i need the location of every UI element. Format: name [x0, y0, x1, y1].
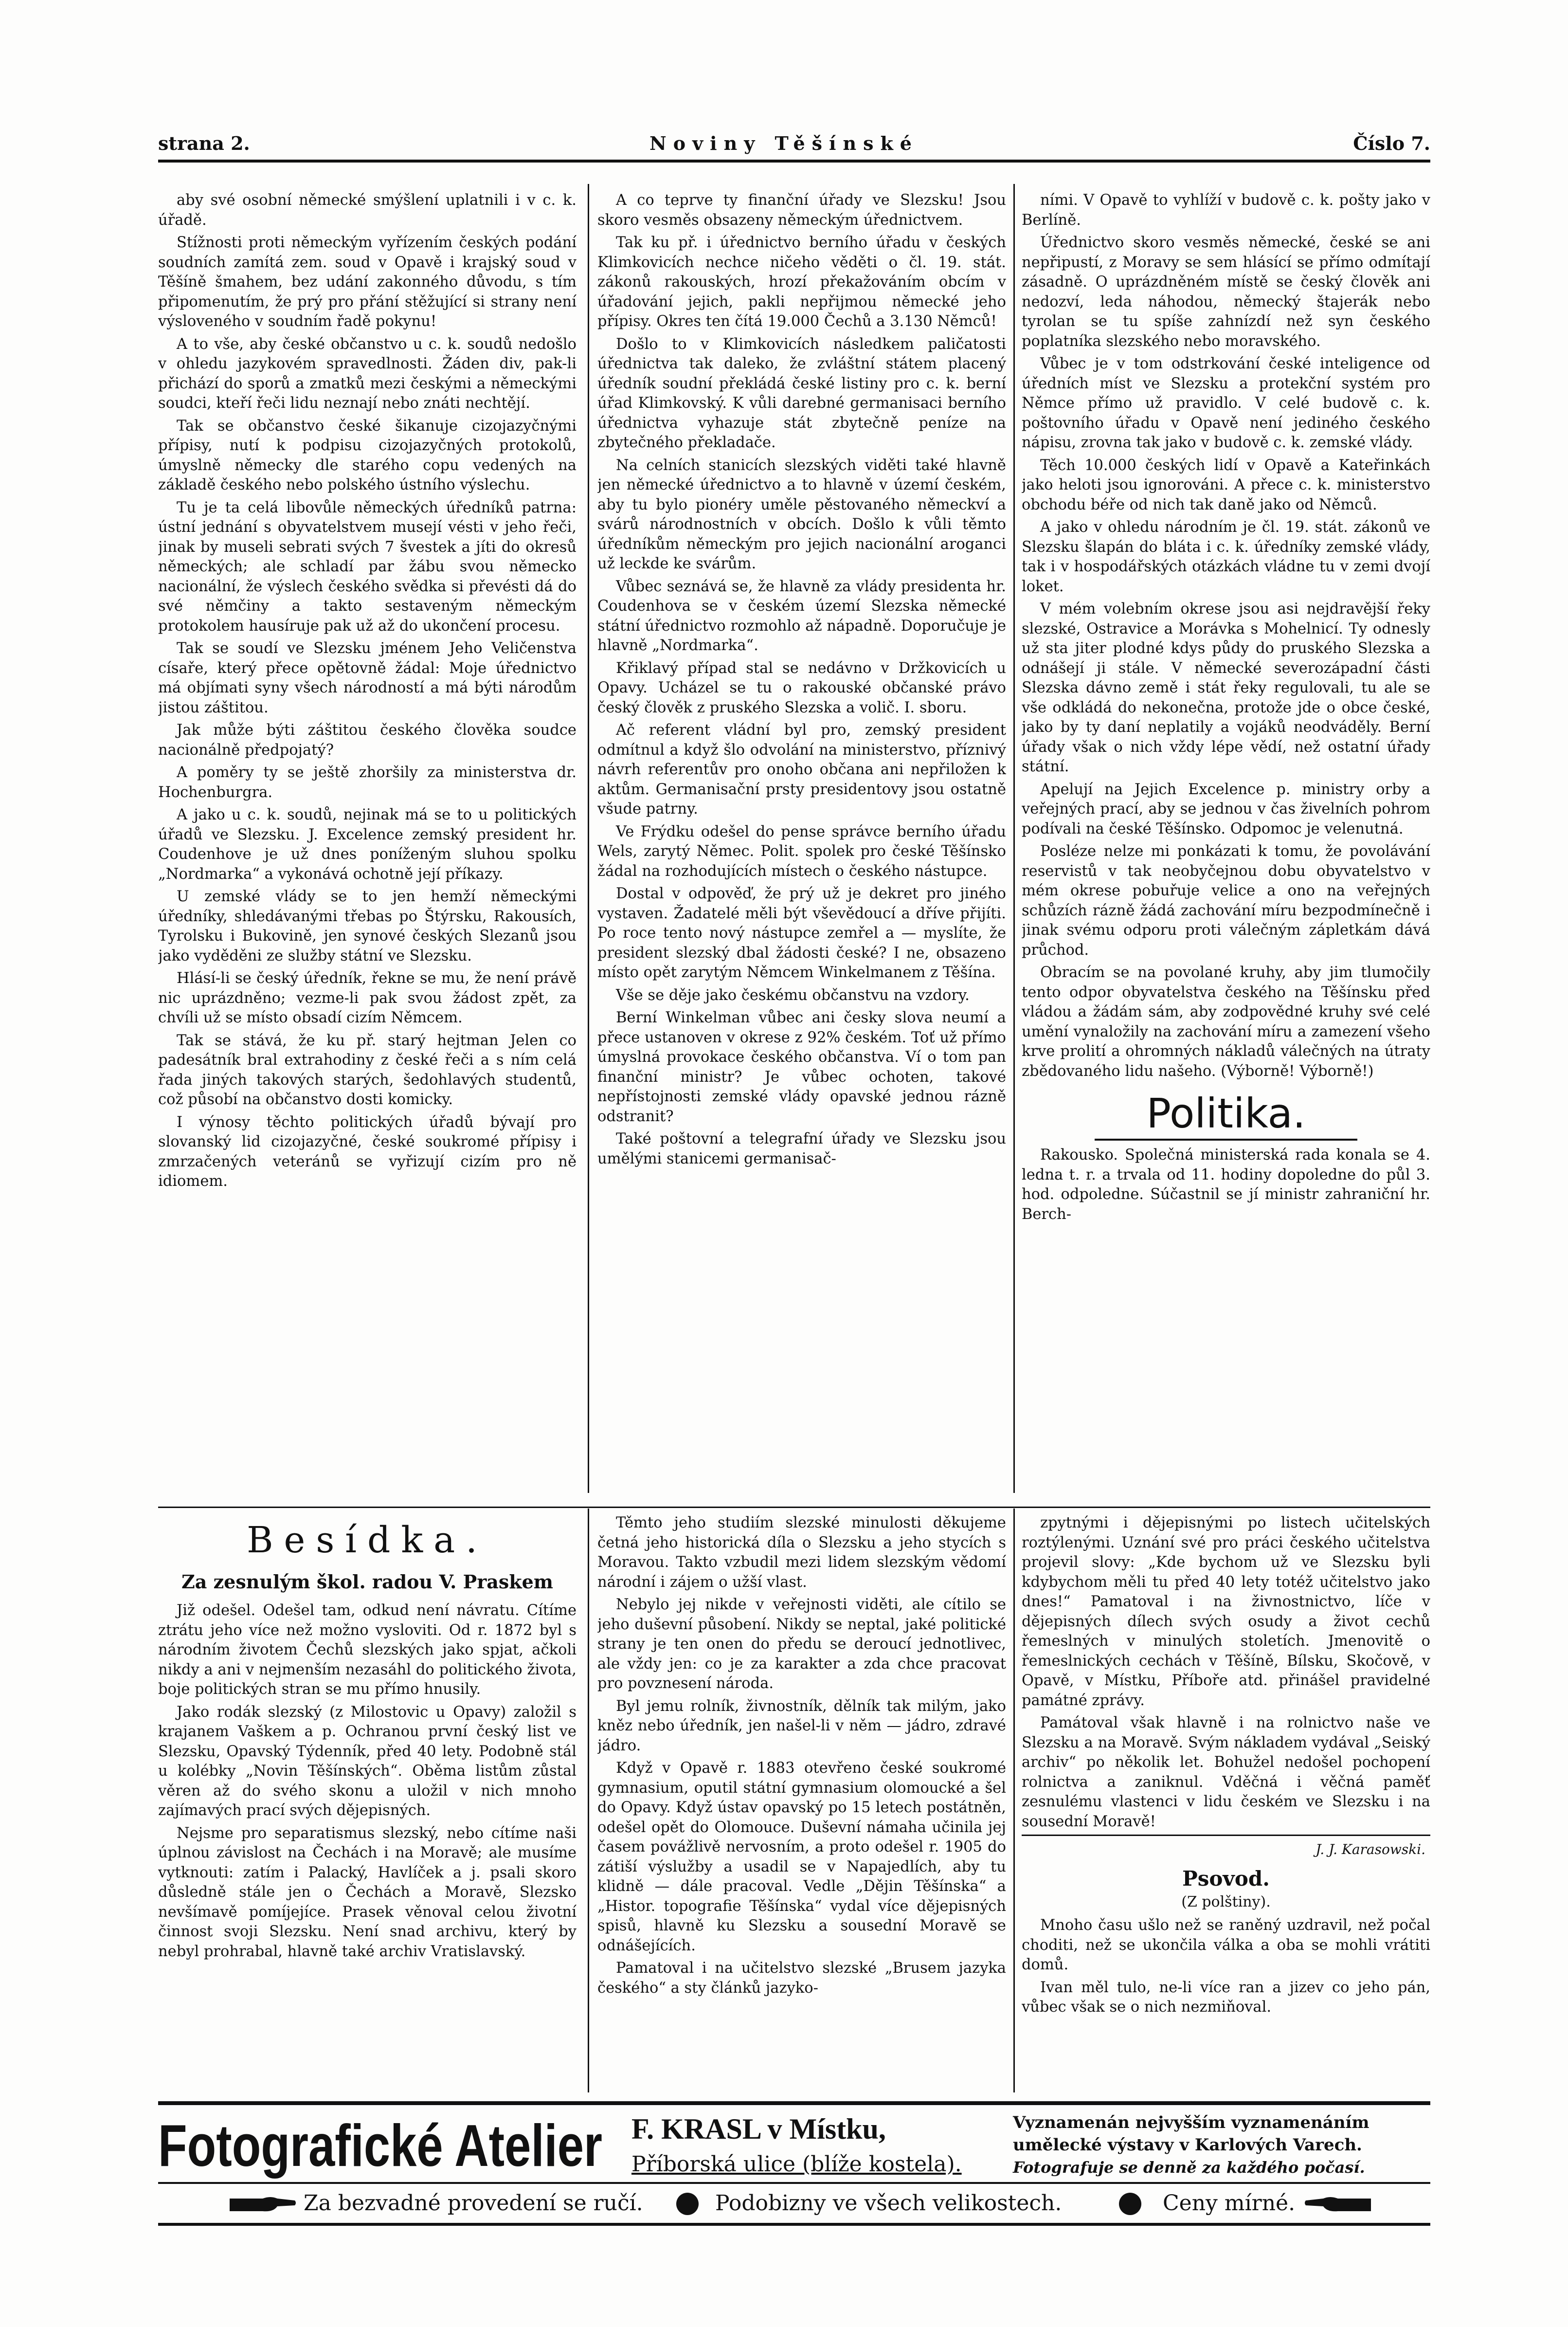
- besidka-column-1: [158, 1513, 577, 2092]
- paragraph: Pamatoval i na učitelstvo slezské „Brusem jazyka českého“ a sty článků jazyko-: [597, 1960, 1006, 1997]
- paragraph: A poměry ty se ještě zhoršily za ministerstva dr. Hochenburgra.: [158, 764, 577, 801]
- paragraph: Úřednictvo skoro vesměs německé, české se ani nepřipustí, z Moravy se sem hlásící se přímo odmítají zásadně. O uprázdněném místě se český člověk ani nedozví, leda náhodou, německý štajerák nebo tyrolan se tu spíše zahnízdí než syn českého poplatníka slezského nebo moravského.: [1022, 234, 1430, 350]
- paragraph: Těmto jeho studiím slezské minulosti děkujeme četná jeho historická díla o Slezsku a jeho stycích s Moravou. Takto vzbudil mezi lidem slezským vědomí národní i zájem o užší vlast.: [597, 1514, 1006, 1591]
- author-signature: J. J. Karasowski.: [1316, 1841, 1425, 1857]
- ad-award: Vyznamenán nejvyšším vyznamenáním: [1013, 2113, 1370, 2132]
- paragraph: Byl jemu rolník, živnostník, dělník tak milým, jako kněz nebo úředník, jen našel-li v něm — jádro, zdravé jádro.: [597, 1697, 1006, 1754]
- paragraph: A co teprve ty finanční úřady ve Slezsku! Jsou skoro vesměs obsazeny německým úřednictvem.: [597, 192, 1006, 229]
- section-rule: [158, 1507, 1430, 1508]
- ad-award: Fotografuje se denně za každého počasí.: [1013, 2158, 1365, 2177]
- header-rule: [158, 160, 1430, 163]
- paragraph: Mnoho času ušlo než se raněný uzdravil, než počal choditi, než se ukončila válka a oba se mohli vrátiti domů.: [1022, 1917, 1430, 1973]
- paragraph: Apelují na Jejich Excelence p. ministry orby a veřejných prací, aby se jednou v čas živelních pohrom podívali na české Těšínsko. Odpomoc je velenutná.: [1022, 781, 1430, 837]
- story-subtitle: (Z polštiny).: [1181, 1893, 1271, 1910]
- paragraph: Jako rodák slezský (z Milostovic u Opavy) založil s krajanem Vaškem a p. Ochranou první český list ve Slezsku, Opavský Týdenník, před 40 lety. Podobně stál u kolébky „Novin Těšínských“. Oběma listům zůstal věren až do svého skonu a uložil v nich mnoho zajímavých prací svých dějepisných.: [158, 1703, 577, 1819]
- paragraph: Na celních stanicích slezských viděti také hlavně jen německé úřednictvo a to hlavně v území českém, aby tu bylo pionéry uměle pěstovaného německví a svárů národnostních v obcích. Došlo k vůli těmto úředníkům německým pro jejich nacionální aroganci už leckde ke svárům.: [597, 456, 1006, 572]
- column-divider: [588, 184, 589, 1493]
- ad-portraits: Podobizny ve všech velikostech.: [715, 2191, 1062, 2216]
- paragraph: aby své osobní německé smýšlení uplatnili i v c. k. úřadě.: [158, 192, 577, 229]
- paragraph: Tu je ta celá libovůle německých úředníků patrna: ústní jednání s obyvatelstvem musejí vésti v jeho řeči, jinak by museli sebrati svých 7 švestek a jíti do okresů německých; ale schladí par žábu svou německo nacionální, že výslech českého svědka si převésti dá do své němčiny a takto sestaveným německým protokolem hausíruje pak už až do ukončení procesu.: [158, 499, 577, 635]
- paragraph: Vůbec je v tom odstrkování české inteligence od úředních míst ve Slezsku a protekční systém pro Němce přímo už pravidlo. V celé budově c. k. poštovního úřadu v Opavě není jediného českého nápisu, zrovna tak jako v budově c. k. zemské vlády.: [1022, 355, 1430, 451]
- ad-border-bottom: [158, 2223, 1430, 2226]
- besidka-column-3: [1022, 1513, 1430, 2092]
- paragraph: Jak může býti záštitou českého člověka soudce nacionálně předpojatý?: [158, 722, 577, 759]
- ad-title: Fotografické Atelier: [158, 2112, 602, 2179]
- bullet-icon: [676, 2193, 699, 2215]
- section-title-besidka: Besídka.: [247, 1519, 488, 1561]
- story-title: Psovod.: [1182, 1867, 1270, 1891]
- section-title-politika: Politika.: [1146, 1090, 1306, 1137]
- paragraph: Tak ku př. i úřednictvo berního úřadu v českých Klimkovicích nechce ničeho věděti o čl. 19. stát. zákonů rakouských, hrozí překažováním obcím v úřadování jejich, pakli nepřijmou německé jeho přípisy. Okres ten čítá 19.000 Čechů a 3.130 Němců!: [597, 234, 1006, 330]
- paragraph: Tak se občanstvo české šikanuje cizojazyčnými přípisy, nutí k podpisu cizojazyčných protokolů, úmyslně německy dle starého copu vedených na základě českého nebo polského ústního výslechu.: [158, 417, 577, 493]
- paragraph: Stížnosti proti německým vyřízením českých podání soudních zamítá zem. soud v Opavě i krajský soud v Těšíně šmahem, bez udání zakonného důvodu, s tím připomenutím, že prý pro přání stěžující si strany není výsloveného v soudním řadě pokynu!: [158, 234, 577, 330]
- besidka-column-2: [597, 1513, 1006, 2092]
- paragraph: Ivan měl tulo, ne-li více ran a jizev co jeho pán, vůbec však se o nich nezmiňoval.: [1022, 1979, 1430, 2016]
- bullet-icon: [1119, 2193, 1141, 2215]
- ad-border-top: [158, 2101, 1430, 2105]
- page-number: strana 2.: [158, 132, 250, 154]
- paragraph: Došlo to v Klimkovicích následkem paličatosti úřednictva tak daleko, že zvláštní státem placený úředník soudní překládá české listiny pro c. k. berní úřad Klimkovský. K vůli darebné germanisaci berního úřednictva vyhazuje stát zbytečně peníze na zbytečného překladače.: [597, 335, 1006, 451]
- issue-number: Číslo 7.: [1353, 132, 1430, 154]
- paragraph: ními. V Opavě to vyhlíží v budově c. k. pošty jako v Berlíně.: [1022, 192, 1430, 229]
- column-divider: [1013, 1509, 1015, 2092]
- paragraph: Dostal v odpověď, že prý už je dekret pro jiného vystaven. Žadatelé měli být vševědoucí a dříve přijíti. Po roce tento nový nástupce zemřel a — myslíte, že president slezský dbal žádosti české? I ne, obsazeno místo opět zarytým Němcem Winkelmanem z Těšína.: [597, 885, 1006, 981]
- paragraph: Již odešel. Odešel tam, odkud není návratu. Cítíme ztrátu jeho více než možno vysloviti. Od r. 1872 byl s národním životem Čechů slezských jako spjat, ačkoli nikdy a ani v nejmenším nezasáhl do politického života, boje politických stran se mu přímo hnusily.: [158, 1602, 577, 1698]
- ad-prices: Ceny mírné.: [1163, 2191, 1296, 2216]
- paragraph: Berní Winkelman vůbec ani česky slova neumí a přece ustanoven v okrese z 92% českém. Toť už přímo úmyslná provokace českého občanstva. Ví o tom pan finanční ministr? Je vůbec ochoten, takové nepřístojnosti zemské vlády opavské jednou rázně odstranit?: [597, 1009, 1006, 1125]
- article-column-2: [597, 191, 1006, 1500]
- paragraph: Když v Opavě r. 1883 otevřeno české soukromé gymnasium, oputil státní gymnasium olomoucké a šel do Opavy. Když ústav opavský po 15 letech postátněn, odešel opět do Olomouce. Duševní námaha učinila jej časem povážlivě nervosním, a proto odešel r. 1905 do zátiší výslužby a usadil se v Napajedlích, aby tu klidně — dále pracoval. Vedle „Dějin Těšínska“ a „Histor. topografie Těšínska“ vydal více dějepisných spisů, hlavně ku Slezsku a sousední Moravě se odnášejících.: [597, 1760, 1006, 1954]
- paragraph: Vůbec seznává se, že hlavně za vlády presidenta hr. Coudenhova se v českém území Slezska německé státní úřednictvo rozmohlo až nápadně. Doporučuje je hlavně „Nordmarka“.: [597, 578, 1006, 654]
- paragraph: Nebylo jej nikde v veřejnosti viděti, ale cítilo se jeho duševní působení. Nikdy se neptal, jaké politické strany je ten onen do předu se deroucí jednotlivec, ale vždy jen: co je za karakter a zda chce pracovat pro povznesení národa.: [597, 1596, 1006, 1692]
- paragraph: Těch 10.000 českých lidí v Opavě a Kateřinkách jako heloti jsou ignorováni. A přece c. k. ministerstvo obchodu béře od nich tak daně jako od Němců.: [1022, 456, 1430, 513]
- paragraph: A jako v ohledu národním je čl. 19. stát. zákonů ve Slezsku šlapán do bláta i c. k. úředníky zemské vlády, tak i v hospodářských otázkách vládne tu v zemi dvojí loket.: [1022, 519, 1430, 595]
- column-divider: [1013, 184, 1015, 1493]
- paragraph: Obracím se na povolané kruhy, aby jim tlumočily tento odpor obyvatelstva českého na Těšínsku před vládou a žádám sám, aby zodpovědné kruhy své celé umění vynaložily na zachování míru a zamezení všeho krve prolití a ohromných nákladů válečných na útraty zbědovaného lidu našeho. (Výborně! Výborně!): [1022, 964, 1430, 1080]
- paragraph: Ve Frýdku odešel do pense správce berního úřadu Wels, zarytý Němec. Polit. spolek pro české Těšínsko žádal na rozhodujících místech o českého nástupce.: [597, 823, 1006, 880]
- paragraph: Ač referent vládní byl pro, zemský president odmítnul a když šlo odvolání na ministerstvo, příznivý návrh referentův pro onoho občana ani nepřiložen k aktům. Germanisační prsty presidentovy jsou ostatně všude patrny.: [597, 722, 1006, 818]
- pointing-hand-icon: [1304, 2190, 1372, 2216]
- ad-owner: F. KRASL v Místku,: [631, 2113, 886, 2145]
- paragraph: Tak se stává, že ku př. starý hejtman Jelen co padesátník bral extrahodiny z české řeči a s ním celá řada jiných takových starých, šedohlavých studentů, což působí na občanstvo dosti komicky.: [158, 1032, 577, 1108]
- paragraph: Také poštovní a telegrafní úřady ve Slezsku jsou umělými stanicemi germanisač-: [597, 1130, 1006, 1167]
- masthead-title: Noviny Těšínské: [649, 132, 919, 154]
- paragraph: Vše se děje jako českému občanstvu na vzdory.: [616, 986, 970, 1004]
- paragraph: U zemské vlády se to jen hemží německými úředníky, shledávanými třebas po Štýrsku, Rakousích, Tyrolsku i Bukovině, jen synové českých Slezanů jsou jako vyděděni ze služby státní ve Slezsku.: [158, 888, 577, 964]
- section-rule: [1022, 1835, 1430, 1836]
- ad-street: Příborská ulice (blíže kostela).: [631, 2152, 962, 2177]
- ad-divider: [158, 2182, 1430, 2184]
- paragraph: I výnosy těchto politických úřadů bývají pro slovanský lid cizojazyčné, české soukromé přípisy i zmrzačených veteránů se vyřizují cizím pro ně idiomem.: [158, 1113, 577, 1190]
- article-column-3: [1022, 191, 1430, 1500]
- article-title: Za zesnulým škol. radou V. Praskem: [181, 1571, 553, 1593]
- paragraph: Posléze nelze mi ponkázati k tomu, že povolávání reservistů v tak neobyčejnou dobu obyvatelstvo v mém okrese pobuřuje velice a ono na veřejných schůzích rázně žádá zachování míru bezpodmínečně i jinak svému odporu proti válečným zápletkám dává průchod.: [1022, 843, 1430, 959]
- column-divider: [588, 1509, 589, 2092]
- paragraph: Rakousko. Společná ministerská rada konala se 4. ledna t. r. a trvala od 11. hodiny dopoledne do půl 3. hod. odpoledne. Súčastnil se jí ministr zahraniční hr. Berch-: [1022, 1146, 1430, 1223]
- paragraph: Hlásí-li se český úředník, řekne se mu, že není právě nic uprázdněno; vezme-li pak svou žádost zpět, za chvíli už se místo obsadí cizím Němcem.: [158, 970, 577, 1026]
- paragraph: Křiklavý případ stal se nedávno v Držkovicích u Opavy. Ucházel se tu o rakouské občanské právo český člověk z pruského Slezska a volič. I. sboru.: [597, 659, 1006, 716]
- title-underline: [1095, 1139, 1357, 1141]
- paragraph: V mém volebním okrese jsou asi nejdravější řeky slezské, Ostravice a Morávka s Mohelnicí. Ty odnesly už sta jiter plodné kdys půdy do pruského Slezska a odnášejí ji stále. V německé severozápadní části Slezska dávno země i stát řeky regulovali, tu ale se vše odkládá do nekonečna, protože jde o obce české, jako by ty daní neplatily a vojáků neodváděly. Berní úřady však o nich vždy lépe vědí, než ostatní úřady státní.: [1022, 600, 1430, 775]
- paragraph: Památoval však hlavně i na rolnictvo naše ve Slezsku a na Moravě. Svým nákladem vydával „Seiský archiv“ po několik let. Bohužel nedošel pochopení rolnictva a zaniknul. Vděčná i věčná paměť zesnulému vlastenci v lidu českém ve Slezsku i na sousední Moravě!: [1022, 1714, 1430, 1830]
- paragraph: A jako u c. k. soudů, nejinak má se to u politických úřadů ve Slezsku. J. Excelence zemský president hr. Coudenhove je už dnes poníženým sluhou spolku „Nordmarka“ a vykonává ochotně její příkazy.: [158, 806, 577, 883]
- article-column-1: [158, 191, 577, 1500]
- paragraph: Tak se soudí ve Slezsku jménem Jeho Veličenstva císaře, který přece opětovně žádal: Moje úřednictvo má objímati syny všech národností a má býti národům jistou záštitou.: [158, 640, 577, 716]
- paragraph: Nejsme pro separatismus slezský, nebo cítíme naši úplnou závislost na Čechách i na Moravě; ale musíme vytknouti: zatím i Palacký, Havlíček a j. psali skoro důsledně stále jen o Čechách a Moravě, Slezsko nevšímavě pomíjejíce. Prasek věnoval celou životní činnost svoji Slezsku. Není snad archivu, který by nebyl prohrabal, hlavně také archiv Vratislavský.: [158, 1824, 577, 1960]
- paragraph: zpytnými i dějepisnými po listech učitelských roztýlenými. Uznání své pro práci českého učitelstva projevil slovy: „Kde bychom už ve Slezsku byli kdybychom měli tu před 40 lety totéž učitelstvo jako dnes!“ Pamatoval i na živnostnictvo, líče v dějepisných dílech svých osudy a život cechů řemeslných v minulých stoletích. Jmenovitě o řemeslnických cechách v Těšíně, Bílsku, Skočově, v Opavě, v Místku, Příboře atd. přinášel pravidelné památné zprávy.: [1022, 1514, 1430, 1709]
- ad-guarantee: Za bezvadné provedení se ručí.: [304, 2191, 643, 2216]
- ad-award: umělecké výstavy v Karlových Varech.: [1013, 2135, 1362, 2155]
- paragraph: A to vše, aby české občanstvo u c. k. soudů nedošlo v ohledu jazykovém spravedlnosti. Žáden div, pak-li přichází do sporů a zmatků mezi českými a německými soudci, kteří řeči lidu neznají nebo znáti nechtějí.: [158, 335, 577, 412]
- pointing-hand-icon: [229, 2190, 297, 2216]
- page-header: [158, 132, 1430, 162]
